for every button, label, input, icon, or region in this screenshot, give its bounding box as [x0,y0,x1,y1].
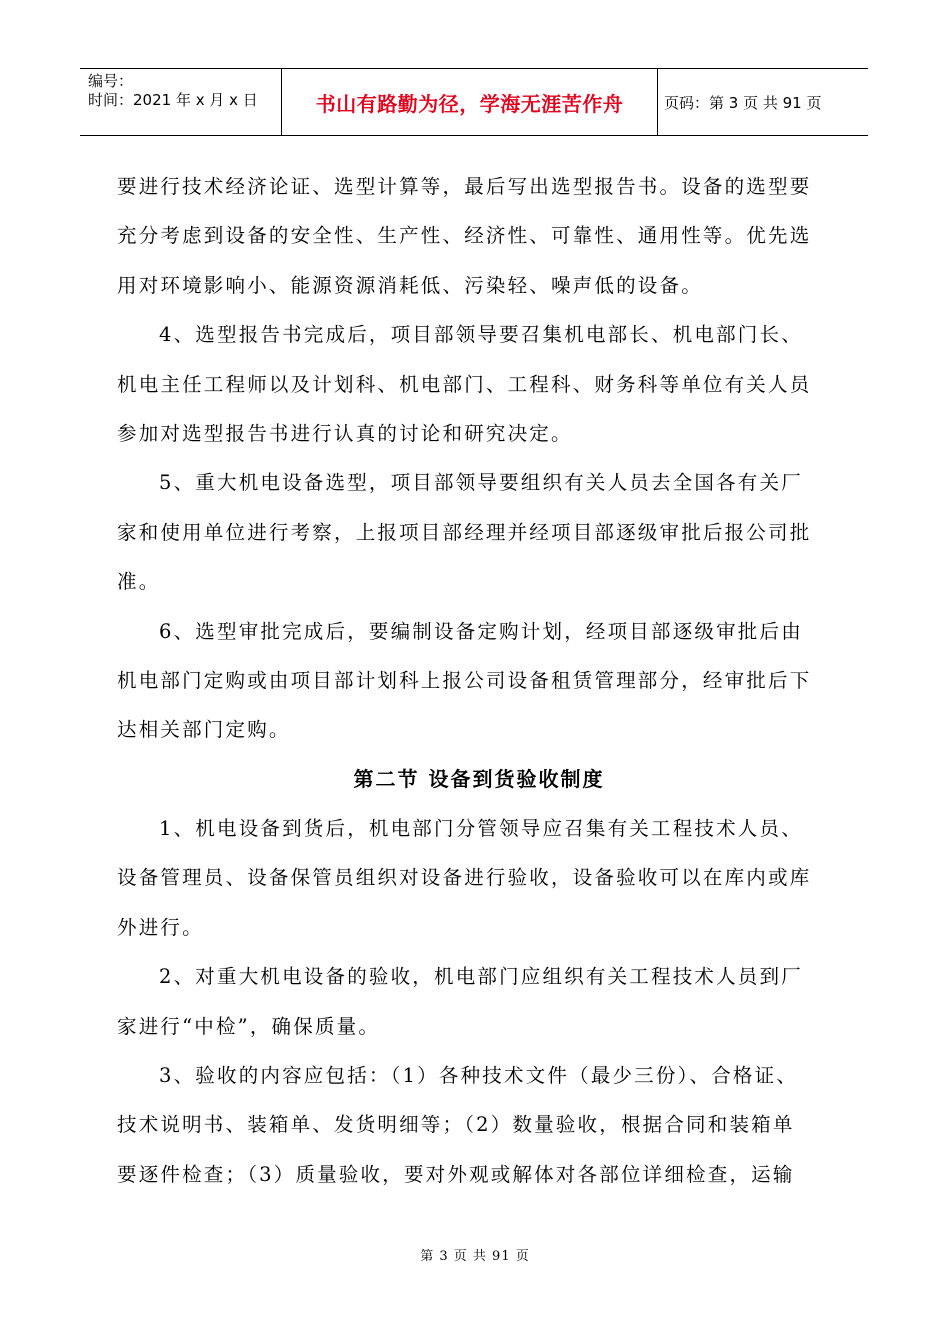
header-page-code: 页码：第 3 页 共 91 页 [664,93,822,112]
document-body [117,162,833,1199]
body-line: 5、重大机电设备选型，项目部领导要组织有关人员去全国各有关厂 [159,471,803,495]
body-line: 3、验收的内容应包括：（1）各种技术文件（最少三份）、合格证、 [159,1064,799,1088]
body-line: 机电部门定购或由项目部计划科上报公司设备租赁管理部分，经审批后下 [117,668,812,692]
body-line: 机电主任工程师以及计划科、机电部门、工程科、财务科等单位有关人员 [117,372,812,396]
body-line: 4、选型报告书完成后，项目部领导要召集机电部长、机电部门长、 [159,323,803,347]
body-line: 1、机电设备到货后，机电部门分管领导应召集有关工程技术人员、 [159,817,803,841]
body-line: 2、对重大机电设备的验收，机电部门应组织有关工程技术人员到厂 [159,965,803,989]
header-number-label: 编号： [88,72,134,90]
body-line: 要逐件检查；（3）质量验收，要对外观或解体对各部位详细检查，运输 [117,1162,795,1186]
body-line: 参加对选型报告书进行认真的讨论和研究决定。 [117,421,573,445]
body-line: 6、选型审批完成后，要编制设备定购计划，经项目部逐级审批后由 [159,619,803,643]
header-meta [80,69,282,135]
header-time-label: 时间：2021 年 x 月 x 日 [88,91,258,109]
body-line: 技术说明书、装箱单、发货明细等；（2）数量验收，根据合同和装箱单 [117,1113,795,1137]
body-line: 家进行“中检”，确保质量。 [117,1014,381,1038]
body-line: 外进行。 [117,915,204,939]
header-motto: 书山有路勤为径，学海无涯苦作舟 [282,69,658,135]
body-line: 要进行技术经济论证、选型计算等，最后写出选型报告书。设备的选型要 [117,175,812,198]
body-line: 充分考虑到设备的安全性、生产性、经济性、可靠性、通用性等。优先选 [117,224,812,248]
section-title: 第二节 设备到货验收制度 [353,766,605,791]
body-line: 准。 [117,570,161,594]
page-footer: 第 3 页 共 91 页 [420,1249,530,1264]
body-line: 设备管理员、设备保管员组织对设备进行验收，设备验收可以在库内或库 [117,866,812,890]
document-header [80,68,868,136]
body-line: 用对环境影响小、能源资源消耗低、污染轻、噪声低的设备。 [117,273,703,297]
body-line: 达相关部门定购。 [117,718,291,742]
body-line: 家和使用单位进行考察，上报项目部经理并经项目部逐级审批后报公司批 [117,520,812,544]
